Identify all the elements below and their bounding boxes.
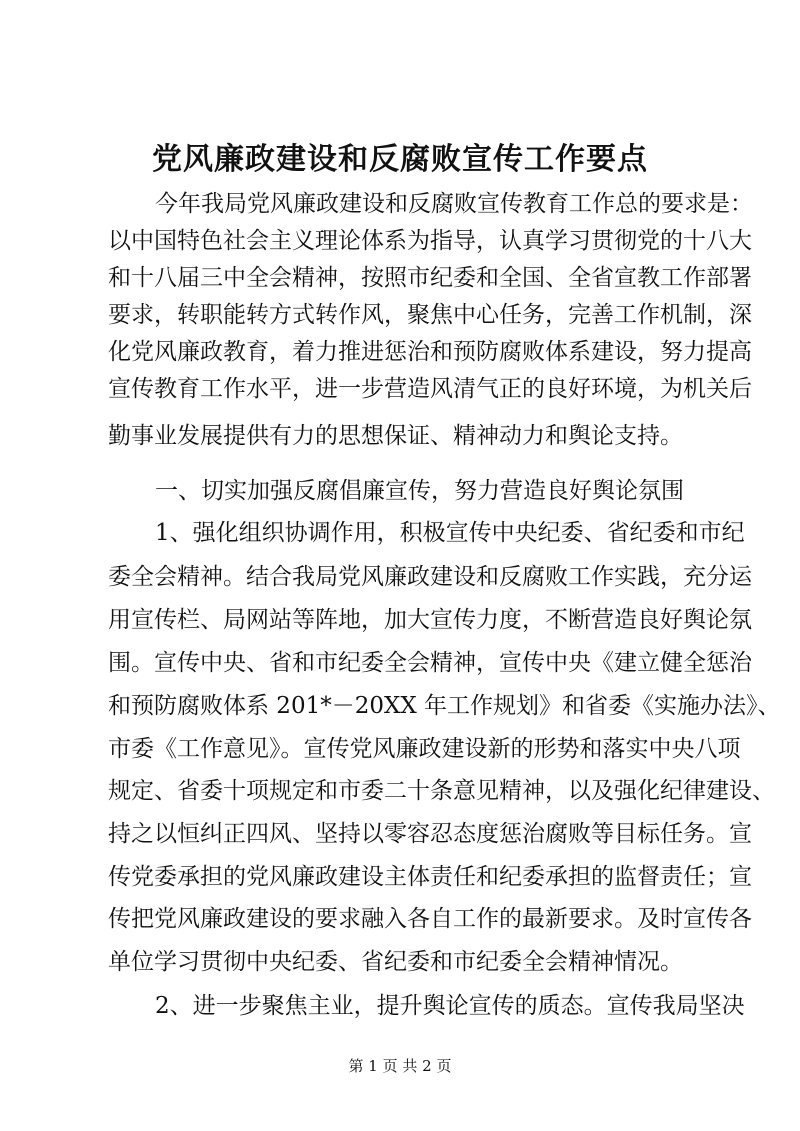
paragraph-line: 单位学习贯彻中央纪委、省纪委和市纪委全会精神情况。 <box>108 949 683 975</box>
paragraph-line: 规定、省委十项规定和市委二十条意见精神，以及强化纪律建设、 <box>108 778 775 804</box>
paragraph-line: 今年我局党风廉政建设和反腐败宣传教育工作总的要求是： <box>155 191 753 217</box>
paragraph-line: 和十八届三中全会精神，按照市纪委和全国、全省宣教工作部署 <box>108 265 752 291</box>
paragraph-line: 和预防腐败体系 201*－20XX 年工作规划》和省委《实施办法》、 <box>108 693 781 719</box>
paragraph-line: 化党风廉政教育，着力推进惩治和预防腐败体系建设，努力提高 <box>108 339 752 365</box>
paragraph-line: 1、强化组织协调作用，积极宣传中央纪委、省纪委和市纪 <box>155 520 745 546</box>
paragraph-line: 以中国特色社会主义理论体系为指导，认真学习贯彻党的十八大 <box>108 228 752 254</box>
paragraph-line: 宣传教育工作水平，进一步营造风清气正的良好环境，为机关后 <box>108 376 752 402</box>
paragraph-line: 要求，转职能转方式转作风，聚焦中心任务，完善工作机制，深 <box>108 302 752 328</box>
paragraph-line: 用宣传栏、局网站等阵地，加大宣传力度，不断营造良好舆论氛 <box>108 607 752 633</box>
paragraph-line: 2、进一步聚焦主业，提升舆论宣传的质态。宣传我局坚决 <box>155 993 745 1019</box>
paragraph-line: 委全会精神。结合我局党风廉政建设和反腐败工作实践，充分运 <box>108 564 752 590</box>
paragraph-line: 围。宣传中央、省和市纪委全会精神，宣传中央《建立健全惩治 <box>108 650 752 676</box>
document-title: 党风廉政建设和反腐败宣传工作要点 <box>152 142 648 177</box>
paragraph-line: 传党委承担的党风廉政建设主体责任和纪委承担的监督责任；宣 <box>108 864 752 890</box>
paragraph-line: 持之以恒纠正四风、坚持以零容忍态度惩治腐败等目标任务。宣 <box>108 821 752 847</box>
paragraph-line: 市委《工作意见》。宣传党风廉政建设新的形势和落实中央八项 <box>108 736 741 762</box>
paragraph-line: 传把党风廉政建设的要求融入各自工作的最新要求。及时宣传各 <box>108 906 752 932</box>
paragraph-line: 勤事业发展提供有力的思想保证、精神动力和舆论支持。 <box>108 423 683 449</box>
page-footer: 第 1 页 共 2 页 <box>348 1057 452 1075</box>
section-heading: 一、切实加强反腐倡廉宣传，努力营造良好舆论氛围 <box>155 478 684 504</box>
